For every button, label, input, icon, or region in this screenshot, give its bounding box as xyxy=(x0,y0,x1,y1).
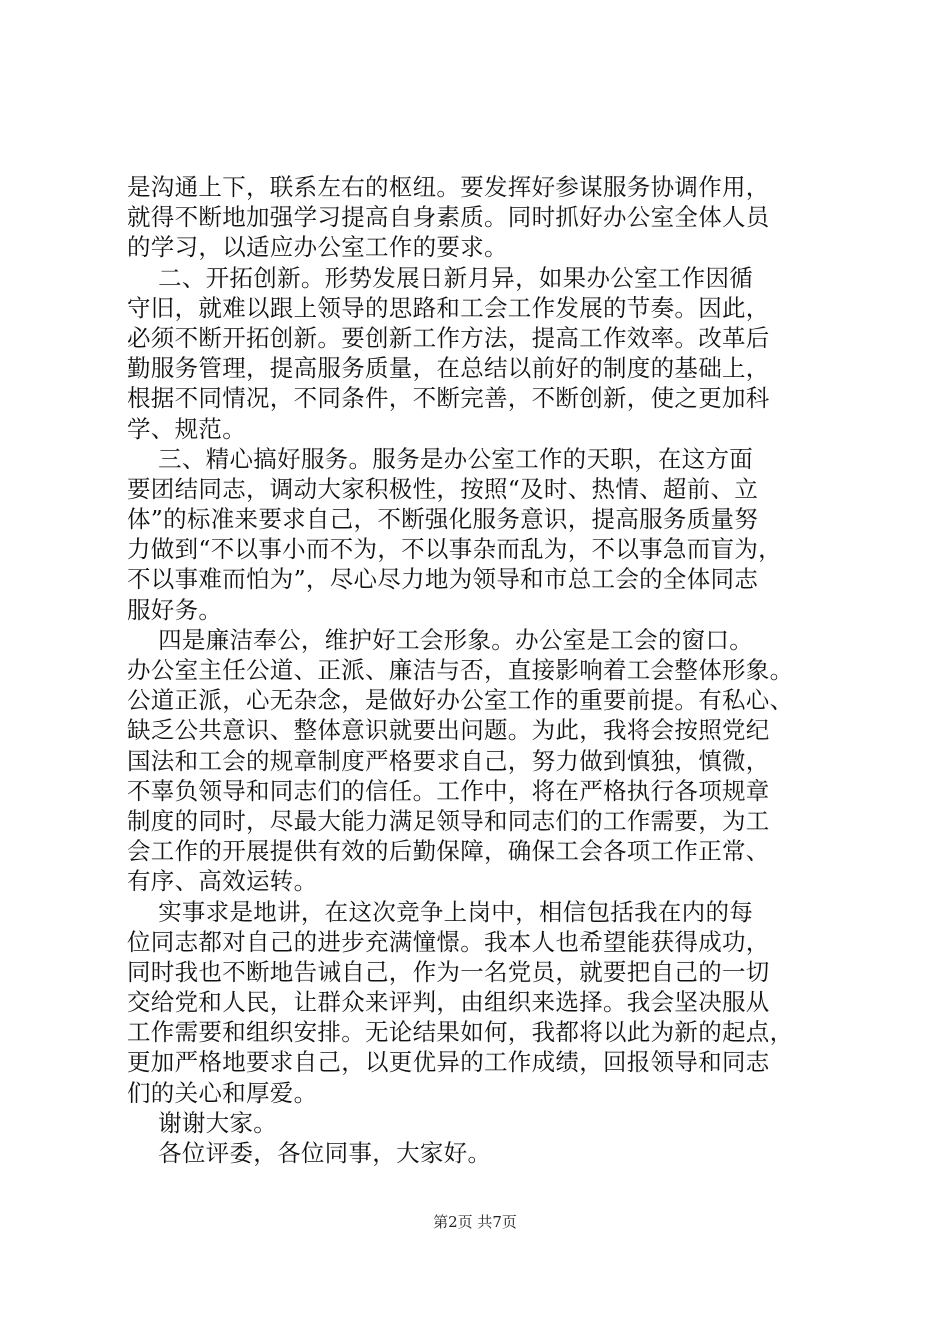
text-line: 交给党和人民，让群众来评判，由组织来选择。我会坚决服从 xyxy=(127,988,770,1017)
text-line: 制度的同时，尽最大能力满足领导和同志们的工作需要，为工 xyxy=(127,806,770,835)
text-line: 缺乏公共意识、整体意识就要出问题。为此，我将会按照党纪 xyxy=(127,716,770,745)
text-line: 二、开拓创新。形势发展日新月异，如果办公室工作因循 xyxy=(127,263,754,292)
text-line: 力做到“不以事小而不为，不以事杂而乱为，不以事急而盲为， xyxy=(127,535,782,564)
text-line: 体”的标准来要求自己，不断强化服务意识，提高服务质量努 xyxy=(127,505,759,534)
text-line: 各位评委，各位同事，大家好。 xyxy=(127,1139,492,1167)
text-line: 不以事难而怕为”，尽心尽力地为领导和市总工会的全体同志 xyxy=(127,565,759,594)
text-line: 公道正派，心无杂念，是做好办公室工作的重要前提。有私心、 xyxy=(127,686,794,715)
text-line: 四是廉洁奉公，维护好工会形象。办公室是工会的窗口。 xyxy=(127,625,754,654)
text-line: 工作需要和组织安排。无论结果如何，我都将以此为新的起点， xyxy=(127,1018,794,1047)
text-line: 就得不断地加强学习提高自身素质。同时抓好办公室全体人员 xyxy=(127,203,770,232)
text-line: 们的关心和厚爱。 xyxy=(127,1078,318,1107)
text-line: 有序、高效运转。 xyxy=(127,867,318,896)
text-line: 国法和工会的规章制度严格要求自己，努力做到慎独，慎微， xyxy=(127,746,770,775)
text-line: 不辜负领导和同志们的信任。工作中，将在严格执行各项规章 xyxy=(127,776,770,805)
text-line: 办公室主任公道、正派、廉洁与否，直接影响着工会整体形象。 xyxy=(127,656,794,684)
text-line: 必须不断开拓创新。要创新工作方法，提高工作效率。改革后 xyxy=(127,323,770,352)
text-line: 学、规范。 xyxy=(127,414,246,443)
text-line: 更加严格地要求自己，以更优异的工作成绩，回报领导和同志 xyxy=(127,1048,770,1077)
text-line: 位同志都对自己的进步充满憧憬。我本人也希望能获得成功， xyxy=(127,927,770,956)
text-line: 会工作的开展提供有效的后勤保障，确保工会各项工作正常、 xyxy=(127,837,770,866)
text-line: 同时我也不断地告诫自己，作为一名党员，就要把自己的一切 xyxy=(127,957,770,986)
text-line: 要团结同志，调动大家积极性，按照“及时、热情、超前、立 xyxy=(127,474,759,503)
text-line: 的学习，以适应办公室工作的要求。 xyxy=(127,233,508,262)
text-line: 服好务。 xyxy=(127,595,223,624)
document-body xyxy=(127,172,853,1168)
text-line: 根据不同情况，不同条件，不断完善，不断创新，使之更加科 xyxy=(127,384,770,413)
page-footer: 第2页 共7页 xyxy=(433,1213,517,1231)
text-line: 实事求是地讲，在这次竞争上岗中，相信包括我在内的每 xyxy=(127,897,754,926)
text-line: 三、精心搞好服务。服务是办公室工作的天职，在这方面 xyxy=(127,444,754,473)
text-line: 勤服务管理，提高服务质量，在总结以前好的制度的基础上， xyxy=(127,354,770,383)
text-line: 守旧，就难以跟上领导的思路和工会工作发展的节奏。因此， xyxy=(127,293,770,322)
text-line: 是沟通上下，联系左右的枢纽。要发挥好参谋服务协调作用， xyxy=(127,173,770,201)
text-line: 谢谢大家。 xyxy=(127,1108,278,1137)
